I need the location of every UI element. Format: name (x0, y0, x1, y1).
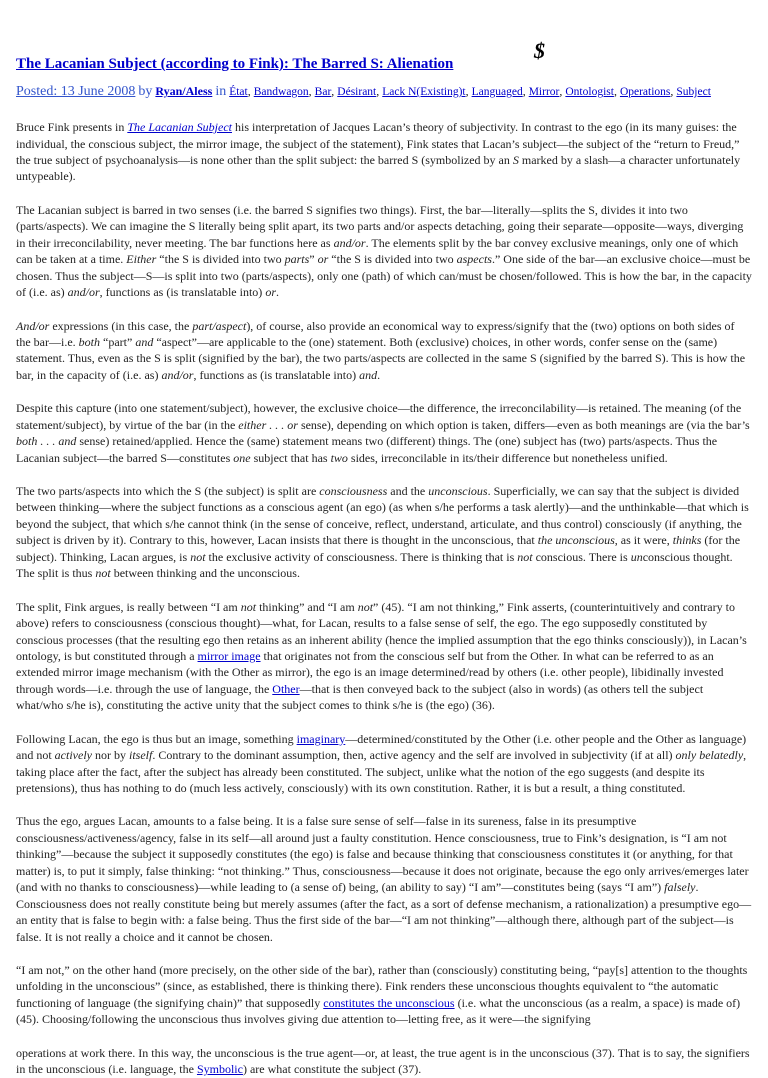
paragraph-4: Despite this capture (into one statement/subject), however, the exclusive choice—the difference, the irreconcilability—is retained. The meaning (of the statement/subject), by virtue of the bar (in the either . . . or sense), depending on which option is taken, differs—even as both meanings are (via the bar’s both . . . and sense) retained/applied. Hence the (same) statement means two (different) things. The (one) subject has (two) parts/aspects. Thus the Lacanian subject—the barred S—constitutes one subject that has two sides, irreconcilable in its/their difference but nonetheless unified. (16, 401, 750, 465)
post-title-link[interactable]: The Lacanian Subject (according to Fink): The Barred S: Alienation (16, 56, 454, 72)
category-link[interactable]: Ontologist (565, 86, 614, 98)
category-link[interactable]: Bar (314, 86, 332, 98)
category-link[interactable]: Operations (619, 86, 671, 98)
post-meta: Posted: 13 June 2008 by Ryan/Aless in État, Bandwagon, Bar, Désirant, Lack N(Existing)t, Languaged, Mirror, Ontologist, Operations, Subject (16, 84, 711, 99)
category-link[interactable]: Mirror (528, 86, 560, 98)
mirror-image-link[interactable]: mirror image (197, 648, 261, 663)
category-link[interactable]: Lack N(Existing)t (382, 86, 466, 98)
author-link[interactable]: Ryan/Aless (155, 84, 213, 98)
paragraph-9: “I am not,” on the other hand (more precisely, on the other side of the bar), rather than (consciously) constituting being, “pay[s] attention to the thoughts unfolding in the unconscious” (since, as established, there is thinking there). Fink renders these unconscious thoughts equivalent to “the automatic functioning of language (the signifying chain)” that supposedly constitutes the unconscious (i.e. what the unconscious (as a realm, a space) is made of) (45). Choosing/following the unconscious thus involves giving due attention to—letting free, as it were—the signifying (16, 962, 748, 1027)
imaginary-link[interactable]: imaginary (296, 731, 346, 746)
barred-s-symbol: $ (534, 38, 545, 63)
title-row (16, 28, 752, 72)
paragraph-8: Thus the ego, argues Lacan, amounts to a false being. It is a false sure sense of self—false in its sureness, false in its presumptive consciousness/activeness/agency, false in its self—all around just a faulty constitution. Hence consciousness, true to Fink’s designation, is “I am not thinking”—because the subject it supposedly constitutes (the ego) is false and because thinking that consciousness constitutes it (or anything, for that matter) is, to put it simply, false thinking: “not thinking.” Thus, consciousness—because it does not originate, because the ego only arrives/emerges later (and with no thanks to consciousness)—while leading to (a sense of) being, (an ability to say) “I am”—constitutes being (says “I am”) falsely. Consciousness does not really constitute being but merely assumes (after the fact, as a sort of defense mechanism, a rationalization) a presumptive ego—an entity that is false to begin with: a false being. Thus the first side of the bar—“I am not thinking”—although there, although part of the subject—is false. It is not really a choice and it cannot be chosen. (16, 814, 752, 944)
post-date-link[interactable]: Posted: 13 June 2008 (16, 84, 136, 99)
paragraph-3: And/or expressions (in this case, the part/aspect), of course, also provide an economical way to express/signify that the (two) options on both sides of the bar—i.e. both “part” and “aspect”—are applicable to the (one) statement. Both (exclusive) choices, in other words, confer sense on the (same) statement. Thus, even as the S is split (signified by the bar), the two parts/aspects are collected in the same S (signified by the barred S). This is how the bar, in the capacity of (i.e. as) and/or, functions as (is translatable into) and. (16, 318, 746, 382)
category-link[interactable]: Bandwagon (253, 86, 309, 98)
book-title-link[interactable]: The Lacanian Subject (127, 120, 232, 135)
paragraph-5: The two parts/aspects into which the S (the subject) is split are consciousness and the unconscious. Superficially, we can say that the subject is divided between thinking—where the subject functions as a conscious agent (an ego) (as when s/he performs a task alertly)—and the unthinkable—that which is beyond the subject, that which s/he cannot think (in the sense of conceive, reflect, understand, articulate, and thus control) consciously (if anything, the subject is driven by it). Contrary to this, however, Lacan insists that there is thought in the unconscious, that the unconscious, as it were, thinks (for the subject). Thinking, Lacan argues, is not the exclusive activity of consciousness. There is thinking that is not conscious. There is unconscious thought. The split is thus not between thinking and the unconscious. (16, 484, 749, 581)
in-label: in (215, 84, 227, 99)
other-link[interactable]: Other (272, 681, 300, 696)
constitutes-unconscious-link[interactable]: constitutes the unconscious (323, 995, 455, 1010)
paragraph-6: The split, Fink argues, is really between “I am not thinking” and “I am not” (45). “I am not thinking,” Fink asserts, (counterintuitively and contrary to above) refers to consciousness (conscious thought)—what, for Lacan, results to a false sense of self, the ego. The ego supposedly constituted by conscious processes (that the resulting ego then retains as an inherent ability (hence the implied assumption that the ego thinks consciously)), in Lacan’s ontology, is but constituted through a mirror image that originates not from the conscious self but from the Other. In what can be referred to as an extended mirror image mechanism (with the Other as mirror), the ego is an image determined/read by others (i.e. other people), libidinally invested through words—i.e. through the use of language, the Other—that is then conveyed back to the subject (also in words) (as others tell the subject what/who s/he is), constituting the active unity that the subject comes to think s/he is (the ego) (36). (16, 599, 747, 713)
category-link[interactable]: Languaged (471, 86, 523, 98)
paragraph-7: Following Lacan, the ego is thus but an image, something imaginary—determined/constituted by the Other (i.e. other people and the Other as language) and not actively nor by itself. Contrary to the dominant assumption, then, active agency and the self are involved in subjectivity (if at all) only belatedly, taking place after the fact, after the subject has already been constituted. The subject, unlike what the notion of the ego suggests (and despite its pretensions), thus has nothing to do (much less actively, consciously) with its own constitution. Rather, it is but a result, a thing constituted. (16, 731, 747, 796)
category-link[interactable]: Subject (676, 86, 711, 98)
symbolic-link[interactable]: Symbolic (196, 1062, 243, 1077)
paragraph-2: The Lacanian subject is barred in two senses (i.e. the barred S signifies two things). First, the bar—literally—splits the S, divides it into two (parts/aspects). We can imagine the S literally being split apart, its two parts and/or aspects detaching, going their separate—opposite—ways, diverging in their irreconcilability, never meeting. The bar functions here as and/or. The elements split by the bar convey exclusive meanings, only one of which can be taken at a time. Either “the S is divided into two parts” or “the S is divided into two aspects.” One side of the bar—an exclusive choice—must be chosen. Thus the subject—S—is split into two (parts/aspects), only one (path) of which can/must be chosen/followed. This is how the bar, in the capacity of (i.e. as) and/or, functions as (is translatable into) or. (16, 202, 752, 300)
category-link[interactable]: État (229, 86, 248, 98)
paragraph-10: operations at work there. In this way, the unconscious is the true agent—or, at least, the true agent is in the unconscious (37). That is to say, the signifiers in the unconscious (i.e. language, the Symbolic) are what constitute the subject (37). (16, 1045, 750, 1077)
category-link[interactable]: Désirant (337, 86, 377, 98)
paragraph-1: Bruce Fink presents in The Lacanian Subject his interpretation of Jacques Lacan’s theory of subjectivity. In contrast to the ego (in its many guises: the individual, the conscious subject, the mirror image, the subject of the statement), Fink states that Lacan’s subject—the subject of the “return to Freud,” the true subject of psychoanalysis—is none other than the split subject: the barred S (symbolized by an S marked by a slash—a character unfortunately untypeable). (16, 120, 741, 184)
by-label: by (138, 84, 153, 99)
